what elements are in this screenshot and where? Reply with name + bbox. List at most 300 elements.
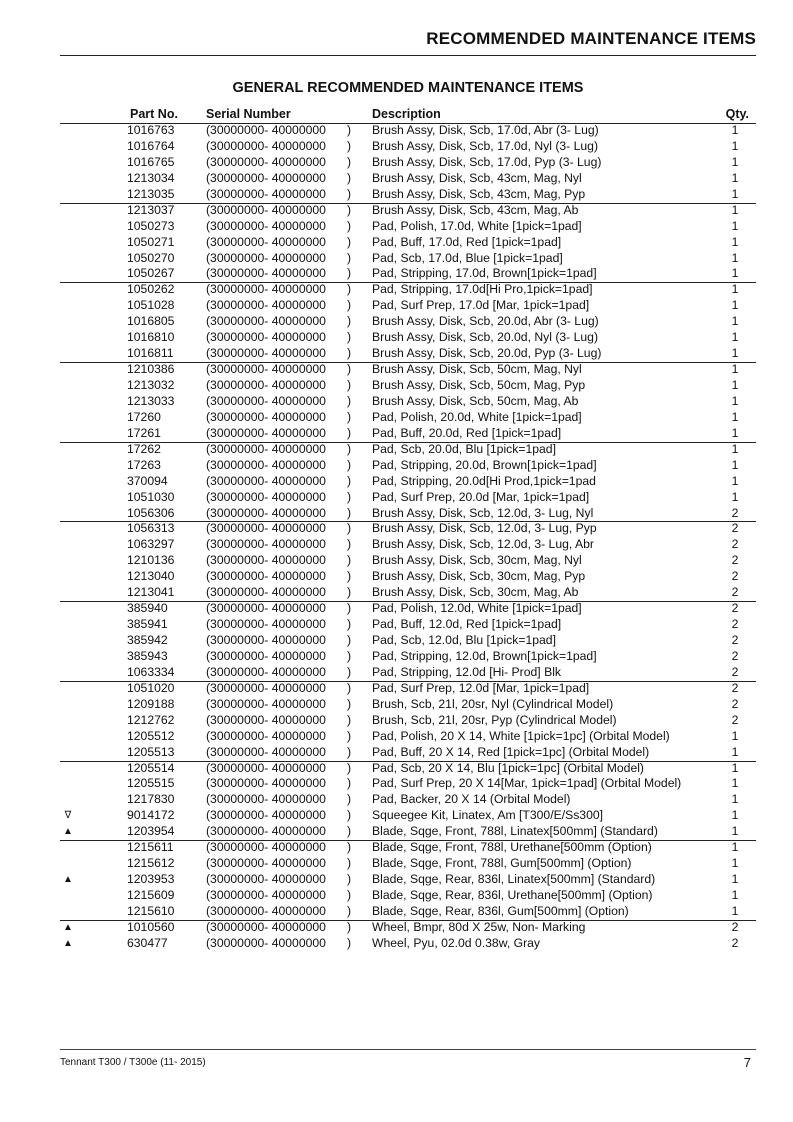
serial-close-paren: ) — [347, 935, 352, 950]
table-row — [0, 697, 793, 713]
serial-close-paren: ) — [347, 330, 352, 345]
table-row — [0, 713, 793, 729]
quantity: 1 — [731, 393, 739, 408]
table-row — [0, 187, 793, 203]
serial-close-paren: ) — [347, 425, 352, 440]
table-row — [0, 458, 793, 474]
table-row — [0, 314, 793, 330]
table-row — [0, 378, 793, 394]
description: Pad, Scb, 20.0d, Blu [1pick=1pad] — [372, 441, 556, 456]
description: Pad, Stripping, 12.0d, Brown[1pick=1pad] — [372, 648, 597, 663]
quantity: 1 — [731, 378, 739, 392]
part-number: 1016763 — [127, 123, 175, 137]
table-row — [0, 904, 793, 920]
table-row — [0, 219, 793, 235]
part-number: 1205513 — [127, 744, 175, 759]
table-row — [0, 761, 793, 777]
description: Squeegee Kit, Linatex, Am [T300/E/Ss300] — [372, 808, 604, 823]
table-row — [0, 729, 793, 745]
description: Pad, Scb, 12.0d, Blu [1pick=1pad] — [372, 633, 556, 647]
part-number: 1050273 — [127, 218, 175, 233]
serial-close-paren: ) — [347, 489, 352, 504]
part-number: 1056306 — [127, 505, 175, 520]
description: Pad, Polish, 12.0d, White [1pick=1pad] — [372, 601, 582, 616]
description: Brush Assy, Disk, Scb, 30cm, Mag, Ab — [372, 585, 579, 600]
serial-number: (30000000- 40000000 — [206, 919, 326, 934]
table-row — [0, 362, 793, 378]
part-number: 1215610 — [127, 903, 175, 918]
part-number: 1051020 — [127, 680, 175, 695]
serial-close-paren: ) — [347, 872, 352, 887]
serial-close-paren: ) — [347, 457, 352, 472]
column-header-serial-number: Serial Number — [206, 107, 291, 121]
table-row — [0, 235, 793, 251]
part-number: 1213032 — [127, 378, 175, 392]
description: Pad, Backer, 20 X 14 (Orbital Model) — [372, 792, 571, 807]
serial-close-paren: ) — [347, 903, 352, 918]
description: Brush Assy, Disk, Scb, 20.0d, Pyp (3- Lug) — [372, 346, 602, 361]
quantity: 2 — [731, 664, 739, 679]
serial-number: (30000000- 40000000 — [206, 808, 326, 823]
serial-close-paren: ) — [347, 633, 352, 647]
table-row — [0, 808, 793, 824]
page-header-title: RECOMMENDED MAINTENANCE ITEMS — [426, 29, 756, 48]
serial-close-paren: ) — [347, 505, 352, 520]
table-row — [0, 251, 793, 267]
description: Blade, Sqge, Front, 788l, Gum[500mm] (Option) — [372, 856, 632, 871]
part-number: 1217830 — [127, 792, 175, 807]
description: Brush Assy, Disk, Scb, 43cm, Mag, Ab — [372, 202, 579, 217]
table-row — [0, 617, 793, 633]
table-row — [0, 649, 793, 665]
quantity: 2 — [731, 601, 739, 616]
quantity: 2 — [731, 648, 739, 663]
serial-close-paren: ) — [347, 250, 352, 265]
part-number: 1063334 — [127, 664, 175, 679]
description: Pad, Surf Prep, 12.0d [Mar, 1pick=1pad] — [372, 680, 590, 695]
serial-number: (30000000- 40000000 — [206, 696, 326, 711]
description: Brush Assy, Disk, Scb, 50cm, Mag, Ab — [372, 393, 579, 408]
table-row — [0, 474, 793, 490]
serial-close-paren: ) — [347, 824, 352, 839]
quantity: 1 — [731, 266, 739, 281]
part-number: 385942 — [127, 633, 168, 647]
description: Brush Assy, Disk, Scb, 12.0d, 3- Lug, Nyl — [372, 505, 594, 520]
description: Pad, Buff, 17.0d, Red [1pick=1pad] — [372, 234, 562, 249]
header-rule — [60, 55, 756, 56]
table-row — [0, 776, 793, 792]
serial-number: (30000000- 40000000 — [206, 186, 326, 201]
serial-close-paren: ) — [347, 234, 352, 249]
part-number: 1051028 — [127, 298, 175, 313]
serial-number: (30000000- 40000000 — [206, 457, 326, 472]
serial-number: (30000000- 40000000 — [206, 585, 326, 600]
row-marker-icon: ▲ — [63, 937, 73, 949]
part-number: 1010560 — [127, 919, 175, 934]
section-title: GENERAL RECOMMENDED MAINTENANCE ITEMS — [232, 80, 584, 96]
part-number: 1203953 — [127, 872, 175, 887]
description: Brush Assy, Disk, Scb, 17.0d, Nyl (3- Lug) — [372, 138, 599, 153]
description: Pad, Scb, 20 X 14, Blu [1pick=1pc] (Orbital Model) — [372, 760, 644, 775]
part-number: 385940 — [127, 601, 168, 616]
quantity: 2 — [731, 680, 739, 695]
part-number: 370094 — [127, 473, 168, 488]
part-number: 1016764 — [127, 138, 175, 153]
description: Brush, Scb, 21l, 20sr, Pyp (Cylindrical Model) — [372, 712, 617, 727]
quantity: 1 — [731, 872, 739, 887]
description: Wheel, Pyu, 02.0d 0.38w, Gray — [372, 935, 541, 950]
serial-number: (30000000- 40000000 — [206, 123, 326, 137]
table-row — [0, 745, 793, 761]
quantity: 1 — [731, 808, 739, 823]
part-number: 1016811 — [127, 346, 174, 361]
part-number: 17261 — [127, 425, 161, 440]
table-row — [0, 266, 793, 282]
serial-number: (30000000- 40000000 — [206, 266, 326, 281]
serial-close-paren: ) — [347, 601, 352, 616]
quantity: 1 — [731, 888, 739, 902]
description: Pad, Buff, 12.0d, Red [1pick=1pad] — [372, 617, 562, 632]
serial-close-paren: ) — [347, 728, 352, 743]
table-row — [0, 840, 793, 856]
description: Brush Assy, Disk, Scb, 20.0d, Abr (3- Lug) — [372, 314, 599, 329]
column-header-qty: Qty. — [725, 107, 749, 121]
serial-close-paren: ) — [347, 760, 352, 775]
table-row — [0, 155, 793, 171]
serial-number: (30000000- 40000000 — [206, 298, 326, 313]
table-row — [0, 282, 793, 298]
quantity: 1 — [731, 903, 739, 918]
part-number: 1063297 — [127, 537, 175, 552]
table-row — [0, 681, 793, 697]
serial-close-paren: ) — [347, 266, 352, 281]
table-row — [0, 346, 793, 362]
quantity: 1 — [731, 330, 739, 345]
table-row — [0, 330, 793, 346]
table-row — [0, 601, 793, 617]
serial-number: (30000000- 40000000 — [206, 505, 326, 520]
description: Brush Assy, Disk, Scb, 12.0d, 3- Lug, Abr — [372, 537, 594, 552]
quantity: 1 — [731, 170, 739, 185]
part-number: 385943 — [127, 648, 168, 663]
description: Pad, Stripping, 20.0d[Hi Prod,1pick=1pad — [372, 473, 596, 488]
part-number: 1213040 — [127, 569, 175, 584]
serial-close-paren: ) — [347, 202, 352, 217]
table-row — [0, 203, 793, 219]
part-number: 1212762 — [127, 712, 175, 727]
description: Pad, Surf Prep, 20.0d [Mar, 1pick=1pad] — [372, 489, 590, 504]
part-number: 1213034 — [127, 170, 175, 185]
part-number: 1050270 — [127, 250, 175, 265]
quantity: 2 — [731, 521, 739, 536]
serial-number: (30000000- 40000000 — [206, 138, 326, 153]
description: Pad, Scb, 17.0d, Blue [1pick=1pad] — [372, 250, 563, 265]
quantity: 1 — [731, 856, 739, 871]
serial-close-paren: ) — [347, 314, 352, 329]
row-marker-icon: ▲ — [63, 874, 73, 886]
serial-close-paren: ) — [347, 569, 352, 584]
serial-number: (30000000- 40000000 — [206, 521, 326, 536]
serial-close-paren: ) — [347, 856, 352, 871]
part-number: 17262 — [127, 441, 161, 456]
quantity: 1 — [731, 425, 739, 440]
serial-number: (30000000- 40000000 — [206, 330, 326, 345]
serial-number: (30000000- 40000000 — [206, 935, 326, 950]
quantity: 1 — [731, 186, 739, 201]
serial-number: (30000000- 40000000 — [206, 234, 326, 249]
description: Brush Assy, Disk, Scb, 30cm, Mag, Nyl — [372, 553, 582, 568]
description: Pad, Surf Prep, 20 X 14[Mar, 1pick=1pad] (Orbital Model) — [372, 776, 682, 791]
quantity: 1 — [731, 792, 739, 807]
part-number: 1050262 — [127, 282, 175, 297]
serial-close-paren: ) — [347, 537, 352, 552]
serial-number: (30000000- 40000000 — [206, 760, 326, 775]
table-row — [0, 298, 793, 314]
quantity: 1 — [731, 202, 739, 217]
quantity: 1 — [731, 282, 739, 297]
quantity: 1 — [731, 314, 739, 329]
serial-number: (30000000- 40000000 — [206, 824, 326, 839]
table-row — [0, 856, 793, 872]
column-header-part-no: Part No. — [130, 107, 178, 121]
table-row — [0, 171, 793, 187]
table-row — [0, 888, 793, 904]
serial-close-paren: ) — [347, 154, 352, 169]
table-row — [0, 792, 793, 808]
table-row — [0, 553, 793, 569]
serial-close-paren: ) — [347, 617, 352, 632]
part-number: 1203954 — [127, 824, 175, 839]
serial-number: (30000000- 40000000 — [206, 425, 326, 440]
serial-close-paren: ) — [347, 186, 352, 201]
part-number: 1051030 — [127, 489, 175, 504]
quantity: 1 — [731, 728, 739, 743]
serial-number: (30000000- 40000000 — [206, 776, 326, 791]
part-number: 1050271 — [127, 234, 175, 249]
table-row — [0, 665, 793, 681]
serial-number: (30000000- 40000000 — [206, 441, 326, 456]
serial-close-paren: ) — [347, 123, 352, 137]
serial-close-paren: ) — [347, 346, 352, 361]
serial-number: (30000000- 40000000 — [206, 712, 326, 727]
quantity: 1 — [731, 840, 739, 855]
part-number: 9014172 — [127, 808, 175, 823]
table-row — [0, 506, 793, 522]
description: Brush Assy, Disk, Scb, 50cm, Mag, Pyp — [372, 378, 586, 392]
part-number: 1056313 — [127, 521, 175, 536]
serial-number: (30000000- 40000000 — [206, 792, 326, 807]
part-number: 1215612 — [127, 856, 175, 871]
serial-close-paren: ) — [347, 680, 352, 695]
table-row — [0, 872, 793, 888]
serial-number: (30000000- 40000000 — [206, 489, 326, 504]
serial-number: (30000000- 40000000 — [206, 648, 326, 663]
serial-number: (30000000- 40000000 — [206, 680, 326, 695]
serial-number: (30000000- 40000000 — [206, 569, 326, 584]
serial-close-paren: ) — [347, 393, 352, 408]
part-number: 1205515 — [127, 776, 175, 791]
quantity: 1 — [731, 123, 739, 137]
table-row — [0, 936, 793, 952]
quantity: 2 — [731, 505, 739, 520]
serial-close-paren: ) — [347, 919, 352, 934]
quantity: 2 — [731, 617, 739, 632]
column-header-description: Description — [372, 107, 441, 121]
quantity: 1 — [731, 489, 739, 504]
description: Pad, Stripping, 17.0d, Brown[1pick=1pad] — [372, 266, 597, 281]
serial-number: (30000000- 40000000 — [206, 154, 326, 169]
table-row — [0, 490, 793, 506]
description: Brush, Scb, 21l, 20sr, Nyl (Cylindrical Model) — [372, 696, 614, 711]
quantity: 1 — [731, 776, 739, 791]
serial-number: (30000000- 40000000 — [206, 362, 326, 377]
footer-manual-info: Tennant T300 / T300e (11- 2015) — [60, 1057, 206, 1068]
part-number: 1215611 — [127, 840, 174, 855]
quantity: 1 — [731, 138, 739, 153]
table-row — [0, 394, 793, 410]
quantity: 2 — [731, 712, 739, 727]
serial-number: (30000000- 40000000 — [206, 409, 326, 424]
description: Blade, Sqge, Front, 788l, Linatex[500mm] (Standard) — [372, 824, 658, 839]
serial-close-paren: ) — [347, 808, 352, 823]
table-row — [0, 426, 793, 442]
serial-close-paren: ) — [347, 473, 352, 488]
part-number: 1213041 — [127, 585, 175, 600]
serial-number: (30000000- 40000000 — [206, 473, 326, 488]
quantity: 1 — [731, 362, 739, 377]
serial-close-paren: ) — [347, 170, 352, 185]
part-number: 17263 — [127, 457, 161, 472]
footer-rule — [60, 1049, 756, 1050]
part-number: 1050267 — [127, 266, 175, 281]
description: Blade, Sqge, Rear, 836l, Gum[500mm] (Option) — [372, 903, 629, 918]
part-number: 1213037 — [127, 202, 175, 217]
table-row — [0, 410, 793, 426]
quantity: 1 — [731, 744, 739, 759]
table-row — [0, 123, 793, 139]
serial-number: (30000000- 40000000 — [206, 633, 326, 647]
serial-number: (30000000- 40000000 — [206, 888, 326, 902]
serial-close-paren: ) — [347, 840, 352, 855]
row-marker-icon: ▲ — [63, 921, 73, 933]
description: Brush Assy, Disk, Scb, 30cm, Mag, Pyp — [372, 569, 586, 584]
part-number: 17260 — [127, 409, 161, 424]
quantity: 2 — [731, 553, 739, 568]
serial-number: (30000000- 40000000 — [206, 202, 326, 217]
description: Brush Assy, Disk, Scb, 43cm, Mag, Nyl — [372, 170, 582, 185]
serial-number: (30000000- 40000000 — [206, 728, 326, 743]
part-number: 1215609 — [127, 888, 175, 902]
description: Pad, Stripping, 17.0d[Hi Pro,1pick=1pad] — [372, 282, 593, 297]
quantity: 1 — [731, 441, 739, 456]
page-number: 7 — [743, 1055, 751, 1070]
table-row — [0, 585, 793, 601]
description: Brush Assy, Disk, Scb, 17.0d, Pyp (3- Lug) — [372, 154, 602, 169]
serial-number: (30000000- 40000000 — [206, 250, 326, 265]
parts-table — [0, 123, 793, 952]
part-number: 630477 — [127, 935, 168, 950]
row-marker-icon: ∇ — [64, 810, 72, 822]
quantity: 1 — [731, 409, 739, 424]
description: Brush Assy, Disk, Scb, 50cm, Mag, Nyl — [372, 362, 582, 377]
description: Blade, Sqge, Rear, 836l, Linatex[500mm] (Standard) — [372, 872, 656, 887]
description: Brush Assy, Disk, Scb, 17.0d, Abr (3- Lug) — [372, 123, 599, 137]
quantity: 1 — [731, 346, 739, 361]
description: Pad, Stripping, 20.0d, Brown[1pick=1pad] — [372, 457, 597, 472]
quantity: 2 — [731, 537, 739, 552]
serial-number: (30000000- 40000000 — [206, 378, 326, 392]
quantity: 2 — [731, 935, 739, 950]
serial-close-paren: ) — [347, 218, 352, 233]
table-row — [0, 139, 793, 155]
description: Pad, Buff, 20 X 14, Red [1pick=1pc] (Orbital Model) — [372, 744, 650, 759]
description: Blade, Sqge, Front, 788l, Urethane[500mm (Option) — [372, 840, 652, 855]
serial-number: (30000000- 40000000 — [206, 617, 326, 632]
quantity: 2 — [731, 569, 739, 584]
serial-close-paren: ) — [347, 664, 352, 679]
serial-close-paren: ) — [347, 409, 352, 424]
serial-close-paren: ) — [347, 378, 352, 392]
part-number: 1016810 — [127, 330, 175, 345]
serial-number: (30000000- 40000000 — [206, 553, 326, 568]
description: Pad, Polish, 17.0d, White [1pick=1pad] — [372, 218, 582, 233]
serial-number: (30000000- 40000000 — [206, 664, 326, 679]
description: Brush Assy, Disk, Scb, 20.0d, Nyl (3- Lug) — [372, 330, 599, 345]
serial-close-paren: ) — [347, 362, 352, 377]
table-row — [0, 633, 793, 649]
part-number: 1210386 — [127, 362, 175, 377]
quantity: 1 — [731, 457, 739, 472]
table-row — [0, 521, 793, 537]
description: Brush Assy, Disk, Scb, 43cm, Mag, Pyp — [372, 186, 586, 201]
description: Blade, Sqge, Rear, 836l, Urethane[500mm] (Option) — [372, 888, 653, 902]
serial-number: (30000000- 40000000 — [206, 537, 326, 552]
row-marker-icon: ▲ — [63, 826, 73, 838]
serial-close-paren: ) — [347, 521, 352, 536]
quantity: 2 — [731, 585, 739, 600]
serial-close-paren: ) — [347, 648, 352, 663]
serial-close-paren: ) — [347, 585, 352, 600]
description: Pad, Buff, 20.0d, Red [1pick=1pad] — [372, 425, 562, 440]
description: Wheel, Bmpr, 80d X 25w, Non- Marking — [372, 919, 586, 934]
description: Pad, Polish, 20.0d, White [1pick=1pad] — [372, 409, 582, 424]
serial-number: (30000000- 40000000 — [206, 393, 326, 408]
serial-number: (30000000- 40000000 — [206, 314, 326, 329]
serial-number: (30000000- 40000000 — [206, 346, 326, 361]
serial-close-paren: ) — [347, 441, 352, 456]
quantity: 1 — [731, 234, 739, 249]
serial-number: (30000000- 40000000 — [206, 840, 326, 855]
part-number: 1213035 — [127, 186, 175, 201]
serial-close-paren: ) — [347, 696, 352, 711]
quantity: 1 — [731, 154, 739, 169]
serial-close-paren: ) — [347, 553, 352, 568]
part-number: 1213033 — [127, 393, 175, 408]
serial-number: (30000000- 40000000 — [206, 282, 326, 297]
part-number: 1210136 — [127, 553, 175, 568]
serial-close-paren: ) — [347, 282, 352, 297]
serial-close-paren: ) — [347, 298, 352, 313]
part-number: 1209188 — [127, 696, 175, 711]
serial-number: (30000000- 40000000 — [206, 744, 326, 759]
serial-number: (30000000- 40000000 — [206, 170, 326, 185]
description: Pad, Surf Prep, 17.0d [Mar, 1pick=1pad] — [372, 298, 590, 313]
part-number: 385941 — [127, 617, 168, 632]
quantity: 2 — [731, 696, 739, 711]
description: Brush Assy, Disk, Scb, 12.0d, 3- Lug, Pyp — [372, 521, 597, 536]
description: Pad, Polish, 20 X 14, White [1pick=1pc] (Orbital Model) — [372, 728, 670, 743]
part-number: 1205512 — [127, 728, 175, 743]
